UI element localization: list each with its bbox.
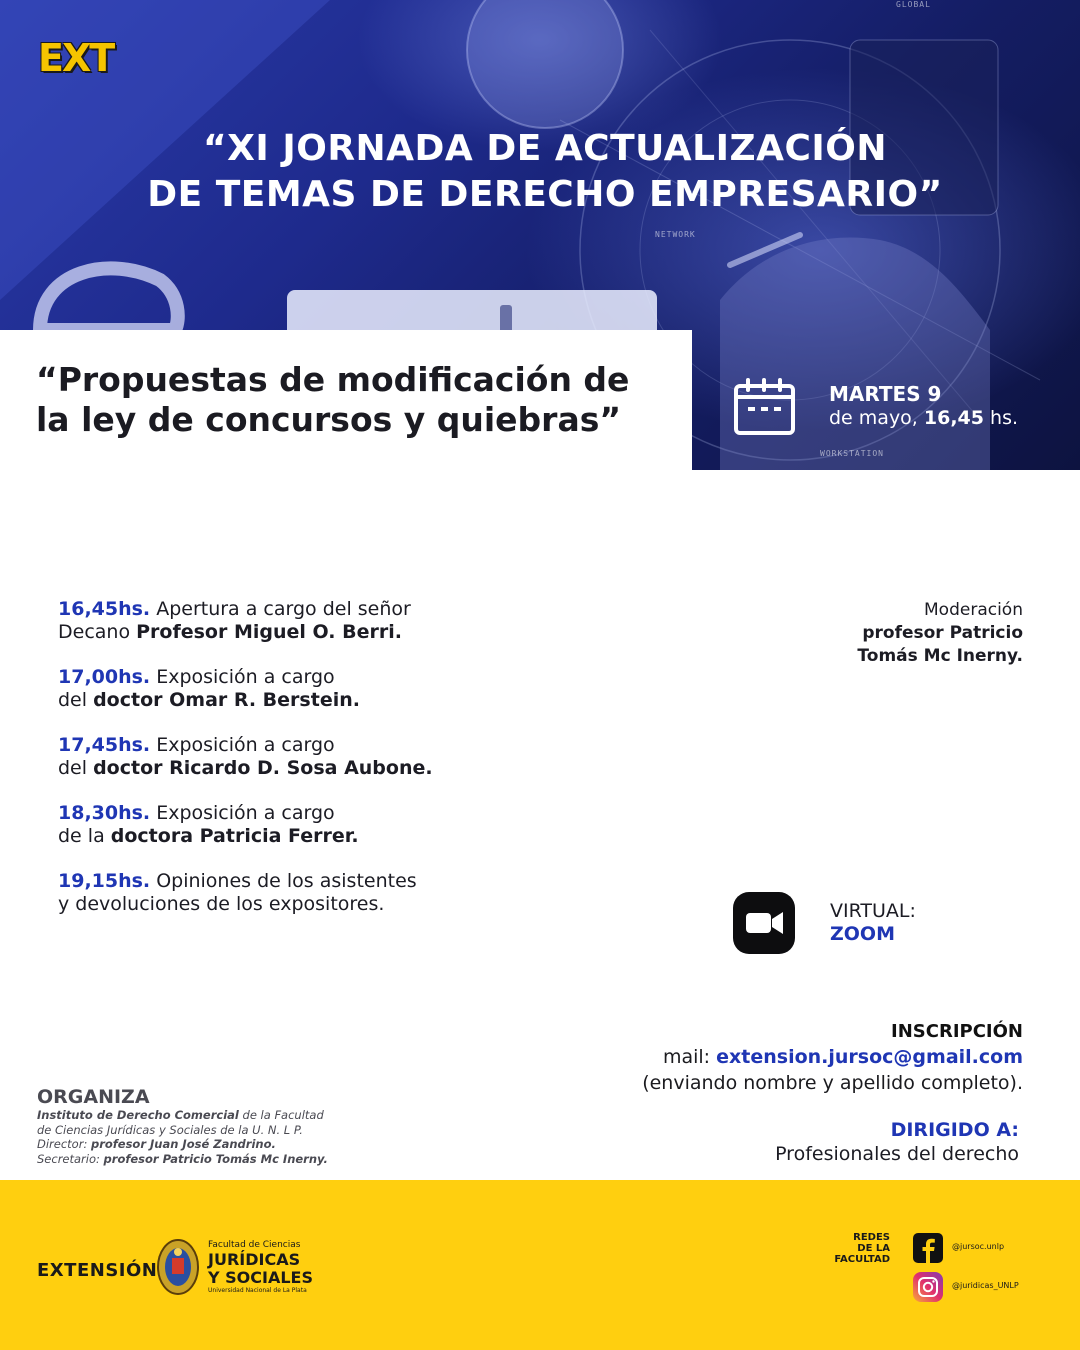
schedule-time: 19,15hs.: [58, 870, 151, 892]
social-label-line: FACULTAD: [834, 1254, 890, 1265]
inscription-note: (enviando nombre y apellido completo).: [642, 1072, 1023, 1094]
event-title-line1: “XI JORNADA DE ACTUALIZACIÓN: [202, 128, 887, 169]
schedule-time: 16,45hs.: [58, 598, 151, 620]
event-date: [829, 382, 1018, 430]
social-label-line: DE LA: [857, 1243, 890, 1254]
organizer-institute: Instituto de Derecho Comercial: [37, 1108, 239, 1122]
schedule-item: [58, 870, 578, 916]
event-subtitle-line2: la ley de concursos y quiebras”: [36, 400, 622, 439]
organizer-text: Director:: [37, 1137, 91, 1151]
audience-value: Profesionales del derecho: [775, 1143, 1019, 1165]
instagram-handle[interactable]: @juridicas_UNLP: [952, 1281, 1019, 1290]
bg-label-workstation: WORKSTATION: [820, 449, 884, 458]
schedule-text: Exposición a cargo: [150, 734, 335, 756]
faculty-logo: [208, 1240, 313, 1295]
schedule-text: Apertura a cargo del señor: [150, 598, 411, 620]
inscription-email-link[interactable]: extension.jursoc@gmail.com: [716, 1046, 1023, 1068]
extension-label: EXTENSIÓN: [37, 1260, 158, 1281]
event-title: [60, 126, 1030, 218]
schedule-speaker: doctor Omar R. Berstein.: [93, 689, 360, 711]
faculty-top: Facultad de Ciencias: [208, 1240, 301, 1250]
schedule-text: Exposición a cargo: [150, 802, 335, 824]
event-title-line2: DE TEMAS DE DERECHO EMPRESARIO”: [147, 174, 943, 215]
organizer-line: [37, 1137, 397, 1152]
schedule-text: y devoluciones de los expositores.: [58, 893, 385, 915]
schedule-text: Exposición a cargo: [150, 666, 335, 688]
schedule-text: Decano: [58, 621, 137, 643]
schedule-speaker: doctor Ricardo D. Sosa Aubone.: [93, 757, 433, 779]
calendar-icon: [733, 378, 796, 436]
social-label-line: REDES: [853, 1232, 890, 1243]
organizer-secretary: profesor Patricio Tomás Mc Inerny.: [103, 1151, 328, 1166]
faculty-sub: Universidad Nacional de La Plata: [208, 1287, 307, 1294]
inscription-mail-label: mail:: [662, 1046, 717, 1068]
schedule-item: [58, 598, 578, 644]
event-subtitle-line1: “Propuestas de modificación de: [36, 360, 630, 399]
bg-label-global: GLOBAL: [896, 0, 931, 9]
organizer-line: [37, 1152, 397, 1167]
facebook-icon[interactable]: [913, 1233, 943, 1263]
schedule-time: 17,45hs.: [58, 734, 151, 756]
facebook-handle[interactable]: @jursoc.unlp: [952, 1242, 1005, 1251]
schedule-speaker: doctora Patricia Ferrer.: [110, 825, 359, 847]
virtual-platform: ZOOM: [830, 923, 895, 945]
virtual-block: [830, 900, 916, 946]
schedule-item: [58, 734, 578, 780]
schedule-item: [58, 802, 578, 848]
ext-logo: EXT: [38, 36, 114, 80]
schedule-text: Opiniones de los asistentes: [150, 870, 417, 892]
virtual-label: VIRTUAL:: [830, 900, 916, 922]
schedule-time: 18,30hs.: [58, 802, 151, 824]
organizer-text: de la Facultad: [238, 1108, 324, 1122]
faculty-main2: Y SOCIALES: [208, 1268, 314, 1287]
organizer-block: [37, 1086, 397, 1166]
schedule-speaker: Profesor Miguel O. Berri.: [136, 621, 402, 643]
subtitle-panel: [0, 330, 692, 470]
hero-banner: [0, 0, 1080, 470]
organizer-director: profesor Juan José Zandrino.: [90, 1137, 276, 1151]
bg-label-network: NETWORK: [655, 230, 696, 239]
audience-title: DIRIGIDO A:: [890, 1119, 1019, 1141]
schedule-text: de la: [58, 825, 111, 847]
inscription-block: [463, 1020, 1023, 1096]
zoom-icon: [733, 892, 795, 954]
event-date-line: [829, 406, 1018, 430]
schedule-text: del: [58, 689, 94, 711]
event-time-suffix: hs.: [984, 407, 1019, 429]
organizer-title: ORGANIZA: [37, 1086, 150, 1108]
schedule-list: [58, 598, 578, 938]
event-date-day: MARTES 9: [829, 382, 942, 406]
event-date-month: de mayo,: [829, 407, 924, 429]
schedule-item: [58, 666, 578, 712]
organizer-text: Secretario:: [37, 1151, 104, 1166]
moderator-name-line2: Tomás Mc Inerny.: [857, 646, 1023, 666]
university-crest-icon: [156, 1238, 200, 1296]
event-subtitle: [36, 360, 676, 440]
audience-block: [775, 1118, 1019, 1166]
footer: [0, 1180, 1080, 1350]
moderation-label: Moderación: [924, 600, 1023, 620]
inscription-title: INSCRIPCIÓN: [891, 1021, 1023, 1042]
inscription-mail-line: [463, 1044, 1023, 1070]
organizer-line: [37, 1108, 397, 1123]
schedule-time: 17,00hs.: [58, 666, 151, 688]
moderation-block: [857, 599, 1023, 668]
social-label: [820, 1232, 890, 1265]
faculty-main1: JURÍDICAS: [208, 1250, 301, 1269]
moderator-name-line1: profesor Patricio: [862, 623, 1023, 643]
schedule-text: del: [58, 757, 94, 779]
organizer-line: de Ciencias Jurídicas y Sociales de la U. N. L P.: [37, 1122, 303, 1137]
event-time: 16,45: [923, 407, 984, 429]
instagram-icon[interactable]: [913, 1272, 943, 1302]
